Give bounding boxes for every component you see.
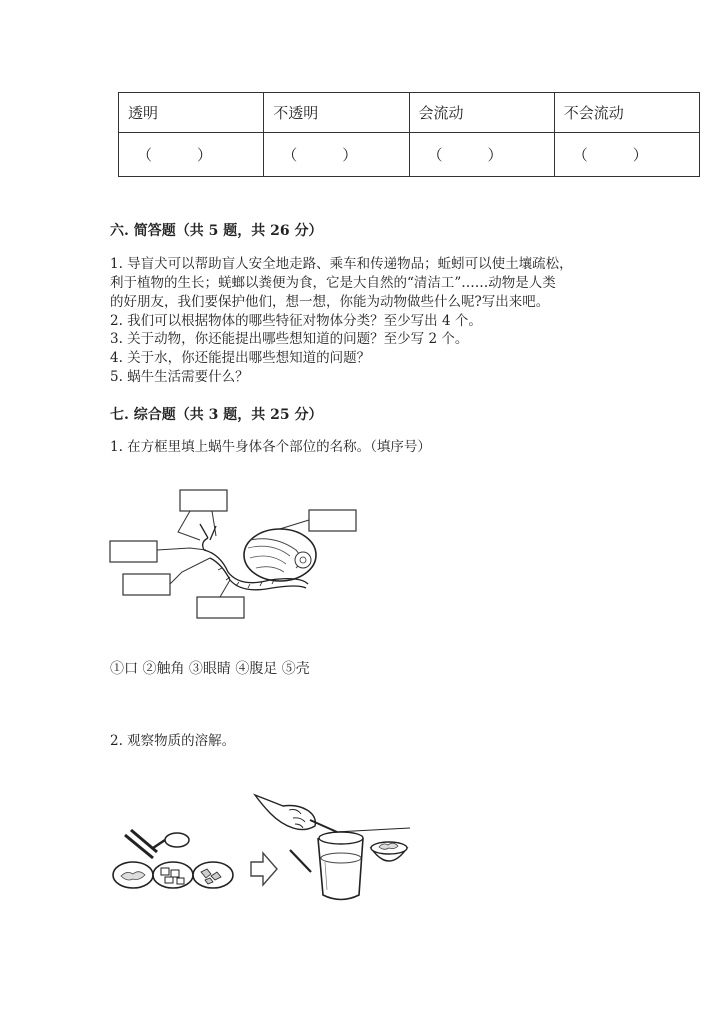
label-box[interactable] xyxy=(180,490,227,511)
question-text: 2. 观察物质的溶解。 xyxy=(110,733,236,749)
section-7-title: 七. 综合题（共 3 题，共 25 分） xyxy=(110,407,323,423)
dish-icon xyxy=(113,862,153,888)
answer-blank[interactable]: （ ） xyxy=(409,133,554,177)
question-text: 1. 在方框里填上蜗牛身体各个部位的名称。（填序号） xyxy=(110,439,431,455)
header-opaque: 不透明 xyxy=(264,93,409,133)
table-header-row xyxy=(119,93,700,133)
dish-icon xyxy=(153,862,193,888)
snail-shell xyxy=(244,529,316,581)
header-non-flowing: 不会流动 xyxy=(554,93,699,133)
dissolving-illustration xyxy=(105,780,415,910)
snail-part-options: ①口 ②触角 ③眼睛 ④腹足 ⑤壳 xyxy=(110,661,310,677)
header-flowing: 会流动 xyxy=(409,93,554,133)
magnifier-icon xyxy=(153,833,189,848)
table-answer-row xyxy=(119,133,700,177)
snail-diagram xyxy=(100,480,370,630)
classification-table xyxy=(118,92,700,177)
question-text: 利于植物的生长；蜣螂以粪便为食，它是大自然的“清洁工”……动物是人类 xyxy=(110,275,556,291)
question-text: 5. 蜗牛生活需要什么？ xyxy=(110,369,249,385)
answer-blank[interactable]: （ ） xyxy=(554,133,699,177)
label-box[interactable] xyxy=(123,574,170,595)
bowl-icon xyxy=(371,842,407,861)
hand-icon xyxy=(255,795,337,832)
chopsticks-icon xyxy=(125,830,157,858)
label-box[interactable] xyxy=(309,510,356,531)
header-transparent: 透明 xyxy=(119,93,264,133)
dish-icon xyxy=(193,862,233,888)
section-6-title: 六. 简答题（共 5 题，共 26 分） xyxy=(110,223,323,239)
question-text: 2. 我们可以根据物体的哪些特征对物体分类？至少写出 4 个。 xyxy=(110,313,482,329)
answer-blank[interactable]: （ ） xyxy=(264,133,409,177)
question-text: 1. 导盲犬可以帮助盲人安全地走路、乘车和传递物品；蚯蚓可以使土壤疏松， xyxy=(110,256,573,272)
question-text: 3. 关于动物，你还能提出哪些想知道的问题？至少写 2 个。 xyxy=(110,331,469,347)
question-text: 4. 关于水，你还能提出哪些想知道的问题？ xyxy=(110,350,371,366)
glass-icon xyxy=(318,832,363,900)
label-box[interactable] xyxy=(110,541,157,562)
right-arrow-icon xyxy=(251,853,277,885)
label-box[interactable] xyxy=(197,597,244,618)
answer-blank[interactable]: （ ） xyxy=(119,133,264,177)
question-text: 的好朋友，我们要保护他们，想一想，你能为动物做些什么呢?写出来吧。 xyxy=(110,294,550,310)
